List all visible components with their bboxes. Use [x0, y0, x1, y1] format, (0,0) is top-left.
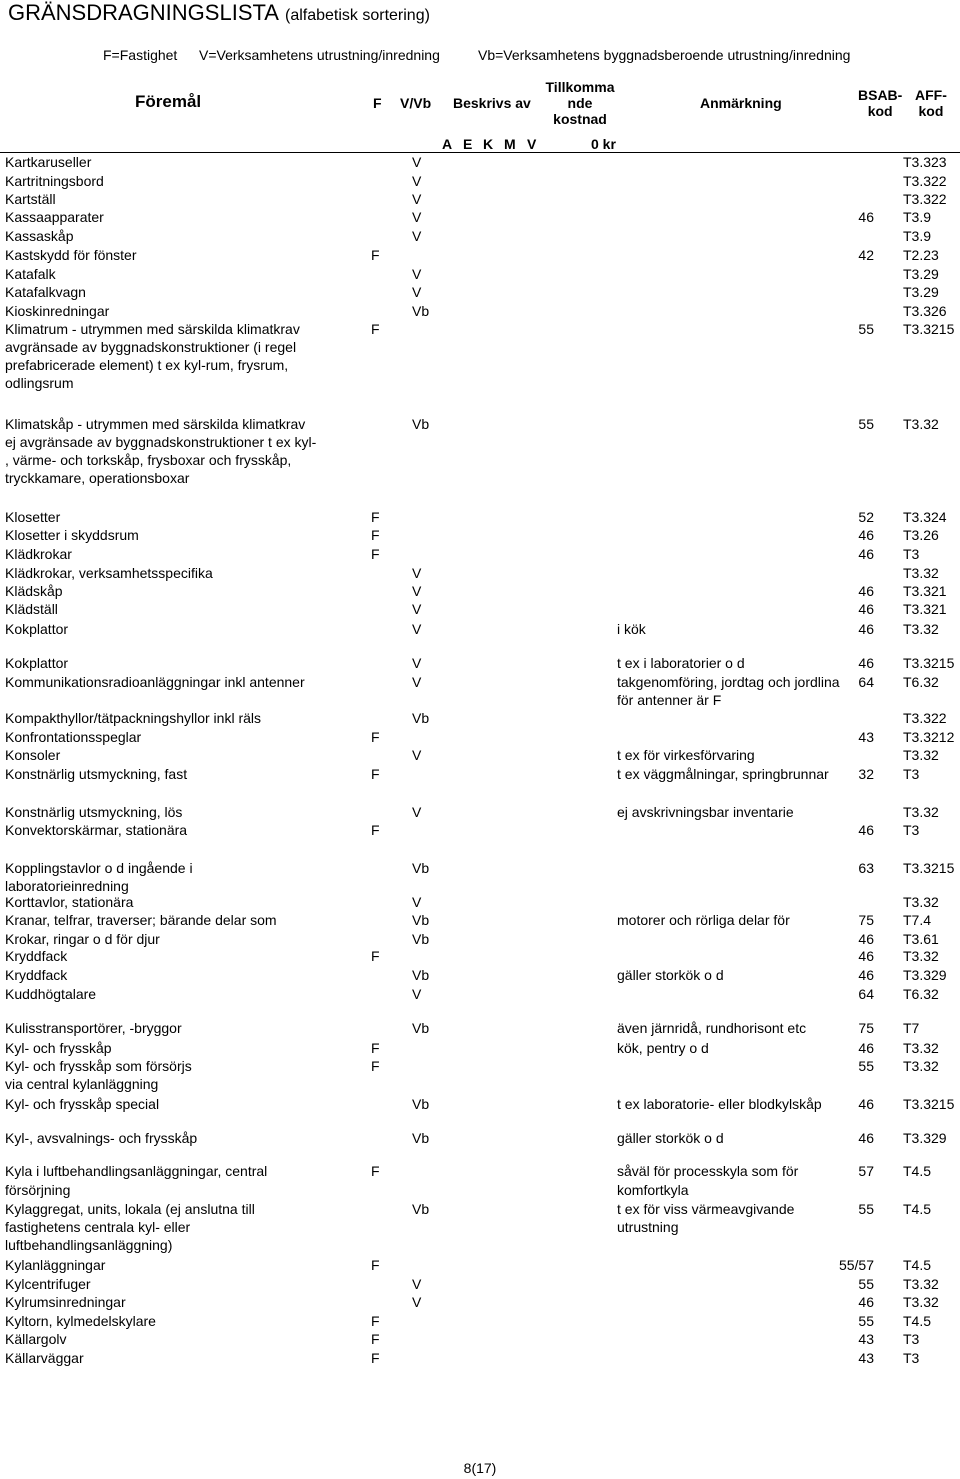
row-aff-code: T4.5: [903, 1163, 932, 1179]
row-aff-code: T7.4: [903, 912, 932, 928]
row-v-marker: V: [412, 228, 422, 244]
row-aff-code: T3.322: [903, 173, 947, 189]
row-v-marker: V: [412, 266, 422, 282]
header-bsab-line2: kod: [867, 103, 893, 119]
row-item-name: Kompakthyllor/tätpackningshyllor inkl räls: [5, 710, 261, 726]
row-item-name: Kyl- och frysskåp som försörjs: [5, 1058, 192, 1074]
header-sub-k: K: [483, 136, 494, 152]
row-note: utrustning: [617, 1219, 679, 1235]
row-aff-code: T3.32: [903, 1276, 939, 1292]
row-aff-code: T3: [903, 546, 920, 562]
header-f: F: [373, 95, 382, 111]
row-item-name: Konstnärlig utsmyckning, lös: [5, 804, 183, 820]
row-aff-code: T6.32: [903, 674, 939, 690]
header-vvb: V/Vb: [400, 95, 432, 111]
row-item-name: Kassaskåp: [5, 228, 74, 244]
row-item-name: Kokplattor: [5, 655, 69, 671]
row-aff-code: T3.32: [903, 1294, 939, 1310]
header-cost: 0 kr: [591, 136, 616, 152]
row-item-name: Kommunikationsradioanläggningar inkl antenner: [5, 674, 305, 690]
row-item-name: Kryddfack: [5, 948, 68, 964]
row-note: för antenner är F: [617, 692, 722, 708]
row-item-name: Klosetter: [5, 509, 61, 525]
row-note: t ex för virkesförvaring: [617, 747, 755, 763]
row-bsab-code: 55: [858, 1313, 874, 1329]
row-aff-code: T3.321: [903, 601, 947, 617]
row-v-marker: V: [412, 655, 422, 671]
row-v-marker: V: [412, 621, 422, 637]
row-bsab-code: 46: [858, 1130, 874, 1146]
row-item-name: Kioskinredningar: [5, 303, 110, 319]
row-item-name: , värme- och torkskåp, frysboxar och frysskåp,: [5, 452, 292, 468]
row-f-marker: F: [371, 1058, 380, 1074]
page-number: 8(17): [463, 1460, 497, 1476]
row-item-name: Kylaggregat, units, lokala (ej anslutna till: [5, 1201, 255, 1217]
row-note: komfortkyla: [617, 1182, 689, 1198]
row-item-name: Kartritningsbord: [5, 173, 104, 189]
row-note: även järnridå, rundhorisont etc: [617, 1020, 807, 1036]
header-sub-m: M: [504, 136, 516, 152]
row-v-marker: Vb: [412, 1096, 430, 1112]
row-aff-code: T4.5: [903, 1257, 932, 1273]
header-extra-line3: kostnad: [553, 111, 607, 127]
row-f-marker: F: [371, 1331, 380, 1347]
row-aff-code: T6.32: [903, 986, 939, 1002]
row-bsab-code: 55: [858, 1201, 874, 1217]
row-aff-code: T3.32: [903, 416, 939, 432]
row-v-marker: Vb: [412, 931, 430, 947]
row-aff-code: T3.32: [903, 565, 939, 581]
row-bsab-code: 46: [858, 1096, 874, 1112]
row-aff-code: T4.5: [903, 1313, 932, 1329]
header-extra-line1: Tillkomma: [545, 79, 615, 95]
title-text: GRÄNSDRAGNINGSLISTA: [8, 0, 279, 25]
row-v-marker: Vb: [412, 1020, 430, 1036]
row-item-name: via central kylanläggning: [5, 1076, 159, 1092]
row-aff-code: T3.329: [903, 967, 947, 983]
row-item-name: försörjning: [5, 1182, 71, 1198]
row-v-marker: Vb: [412, 912, 430, 928]
row-v-marker: V: [412, 209, 422, 225]
row-item-name: Kylcentrifuger: [5, 1276, 91, 1292]
row-f-marker: F: [371, 729, 380, 745]
row-v-marker: V: [412, 674, 422, 690]
row-item-name: Katafalkvagn: [5, 284, 86, 300]
row-aff-code: T3.61: [903, 931, 939, 947]
row-v-marker: Vb: [412, 1201, 430, 1217]
row-v-marker: Vb: [412, 303, 430, 319]
header-sub-e: E: [463, 136, 473, 152]
row-bsab-code: 63: [858, 860, 874, 876]
row-bsab-code: 46: [858, 583, 874, 599]
row-item-name: Kartkaruseller: [5, 154, 92, 170]
row-aff-code: T3.324: [903, 509, 947, 525]
row-f-marker: F: [371, 546, 380, 562]
row-bsab-code: 42: [858, 247, 874, 263]
row-aff-code: T2.23: [903, 247, 939, 263]
row-f-marker: F: [371, 1313, 380, 1329]
row-f-marker: F: [371, 1350, 380, 1366]
row-item-name: Klädställ: [5, 601, 58, 617]
row-aff-code: T3.26: [903, 527, 939, 543]
row-aff-code: T3.3215: [903, 1096, 955, 1112]
row-f-marker: F: [371, 822, 380, 838]
row-bsab-code: 46: [858, 948, 874, 964]
row-aff-code: T3.32: [903, 1040, 939, 1056]
row-aff-code: T3.3212: [903, 729, 955, 745]
row-aff-code: T3: [903, 1331, 920, 1347]
row-aff-code: T3.321: [903, 583, 947, 599]
row-f-marker: F: [371, 321, 380, 337]
row-note: motorer och rörliga delar för: [617, 912, 790, 928]
row-item-name: Kylanläggningar: [5, 1257, 106, 1273]
row-note: ej avskrivningsbar inventarie: [617, 804, 794, 820]
row-bsab-code: 57: [858, 1163, 874, 1179]
row-aff-code: T3.29: [903, 266, 939, 282]
header-bsab-line1: BSAB-: [858, 87, 903, 103]
row-item-name: Konsoler: [5, 747, 61, 763]
row-bsab-code: 46: [858, 1294, 874, 1310]
row-item-name: Konstnärlig utsmyckning, fast: [5, 766, 188, 782]
header-extra-line2: nde: [567, 95, 593, 111]
row-item-name: Källargolv: [5, 1331, 67, 1347]
row-bsab-code: 43: [858, 1331, 874, 1347]
row-item-name: avgränsade av byggnadskonstruktioner (i regel: [5, 339, 297, 355]
row-note: takgenomföring, jordtag och jordlina: [617, 674, 840, 690]
row-bsab-code: 64: [858, 674, 874, 690]
row-f-marker: F: [371, 1163, 380, 1179]
row-item-name: Klosetter i skyddsrum: [5, 527, 139, 543]
row-v-marker: V: [412, 804, 422, 820]
row-bsab-code: 75: [858, 1020, 874, 1036]
row-item-name: odlingsrum: [5, 375, 74, 391]
row-aff-code: T3.32: [903, 621, 939, 637]
row-item-name: Kokplattor: [5, 621, 69, 637]
row-aff-code: T3.322: [903, 710, 947, 726]
row-item-name: ej avgränsade av byggnadskonstruktioner t ex kyl-: [5, 434, 317, 450]
row-item-name: Kassaapparater: [5, 209, 104, 225]
row-aff-code: T3.3215: [903, 655, 955, 671]
row-item-name: Kylrumsinredningar: [5, 1294, 126, 1310]
row-aff-code: T3.32: [903, 1058, 939, 1074]
row-note: t ex laboratorie- eller blodkylskåp: [617, 1096, 822, 1112]
row-bsab-code: 52: [858, 509, 874, 525]
row-bsab-code: 46: [858, 527, 874, 543]
row-aff-code: T3.9: [903, 228, 932, 244]
row-f-marker: F: [371, 509, 380, 525]
row-v-marker: V: [412, 747, 422, 763]
row-aff-code: T3.32: [903, 894, 939, 910]
row-f-marker: F: [371, 527, 380, 543]
row-v-marker: V: [412, 601, 422, 617]
row-v-marker: V: [412, 565, 422, 581]
row-aff-code: T4.5: [903, 1201, 932, 1217]
row-item-name: Kopplingstavlor o d ingående i: [5, 860, 193, 876]
legend-fastighet: F=Fastighet: [103, 47, 178, 63]
header-aff-line2: kod: [918, 103, 944, 119]
legend-verksamhet: V=Verksamhetens utrustning/inredning: [199, 47, 440, 63]
row-item-name: Kyl- och frysskåp special: [5, 1096, 160, 1112]
row-item-name: Kyltorn, kylmedelskylare: [5, 1313, 156, 1329]
row-aff-code: T3: [903, 822, 920, 838]
row-bsab-code: 46: [858, 967, 874, 983]
row-bsab-code: 55: [858, 416, 874, 432]
row-item-name: Klädkrokar: [5, 546, 72, 562]
row-bsab-code: 46: [858, 1040, 874, 1056]
row-item-name: Kryddfack: [5, 967, 68, 983]
row-f-marker: F: [371, 247, 380, 263]
row-aff-code: T3.329: [903, 1130, 947, 1146]
row-v-marker: Vb: [412, 967, 430, 983]
row-item-name: Kranar, telfrar, traverser; bärande delar som: [5, 912, 277, 928]
row-v-marker: Vb: [412, 416, 430, 432]
row-item-name: Klimatskåp - utrymmen med särskilda klimatkrav: [5, 416, 306, 432]
row-bsab-code: 55: [858, 1276, 874, 1292]
row-note: såväl för processkyla som för: [617, 1163, 799, 1179]
row-f-marker: F: [371, 948, 380, 964]
row-note: i kök: [617, 621, 646, 637]
row-f-marker: F: [371, 1257, 380, 1273]
row-v-marker: V: [412, 894, 422, 910]
row-item-name: prefabricerade element) t ex kyl-rum, frysrum,: [5, 357, 289, 373]
title-subtitle: (alfabetisk sortering): [284, 7, 430, 24]
row-aff-code: T3.3215: [903, 321, 955, 337]
row-v-marker: V: [412, 1294, 422, 1310]
row-note: gäller storkök o d: [617, 967, 724, 983]
row-v-marker: V: [412, 154, 422, 170]
row-item-name: laboratorieinredning: [5, 878, 129, 894]
row-aff-code: T3.3215: [903, 860, 955, 876]
row-bsab-code: 46: [858, 822, 874, 838]
row-item-name: Kastskydd för fönster: [5, 247, 137, 263]
header-note: Anmärkning: [700, 95, 782, 111]
row-aff-code: T7: [903, 1020, 920, 1036]
row-bsab-code: 55: [858, 1058, 874, 1074]
row-item-name: tryckkamare, operationsboxar: [5, 470, 190, 486]
row-aff-code: T3.326: [903, 303, 947, 319]
row-bsab-code: 46: [858, 931, 874, 947]
row-bsab-code: 43: [858, 1350, 874, 1366]
row-item-name: Katafalk: [5, 266, 56, 282]
row-aff-code: T3.29: [903, 284, 939, 300]
row-v-marker: V: [412, 173, 422, 189]
row-bsab-code: 64: [858, 986, 874, 1002]
row-aff-code: T3.323: [903, 154, 947, 170]
row-note: t ex i laboratorier o d: [617, 655, 745, 671]
row-item-name: Kyl- och frysskåp: [5, 1040, 112, 1056]
header-sub-v: V: [527, 136, 537, 152]
row-item-name: Klädkrokar, verksamhetsspecifika: [5, 565, 213, 581]
row-f-marker: F: [371, 766, 380, 782]
row-bsab-code: 75: [858, 912, 874, 928]
row-note: kök, pentry o d: [617, 1040, 709, 1056]
row-aff-code: T3.32: [903, 804, 939, 820]
row-note: gäller storkök o d: [617, 1130, 724, 1146]
row-item-name: fastighetens centrala kyl- eller: [5, 1219, 191, 1235]
row-aff-code: T3: [903, 766, 920, 782]
row-bsab-code: 32: [858, 766, 874, 782]
row-v-marker: V: [412, 1276, 422, 1292]
row-item-name: Kartställ: [5, 191, 56, 207]
row-bsab-code: 55/57: [838, 1257, 874, 1273]
row-item-name: Kuddhögtalare: [5, 986, 97, 1002]
row-item-name: Klädskåp: [5, 583, 63, 599]
row-item-name: Korttavlor, stationära: [5, 894, 134, 910]
row-aff-code: T3.322: [903, 191, 947, 207]
row-item-name: Konfrontationsspeglar: [5, 729, 142, 745]
row-bsab-code: 46: [858, 655, 874, 671]
row-note: t ex väggmålningar, springbrunnar: [617, 766, 829, 782]
row-v-marker: Vb: [412, 710, 430, 726]
row-bsab-code: 46: [858, 209, 874, 225]
row-aff-code: T3: [903, 1350, 920, 1366]
row-item-name: Klimatrum - utrymmen med särskilda klimatkrav: [5, 321, 300, 337]
legend-byggnadsberoende: Vb=Verksamhetens byggnadsberoende utrustning/inredning: [478, 47, 851, 63]
header-item: Föremål: [135, 92, 202, 111]
row-aff-code: T3.9: [903, 209, 932, 225]
row-v-marker: Vb: [412, 1130, 430, 1146]
row-aff-code: T3.32: [903, 948, 939, 964]
row-bsab-code: 43: [858, 729, 874, 745]
row-item-name: Krokar, ringar o d för djur: [5, 931, 160, 947]
row-item-name: luftbehandlingsanläggning): [5, 1237, 173, 1253]
header-describe: Beskrivs av: [453, 95, 531, 111]
row-bsab-code: 46: [858, 601, 874, 617]
row-item-name: Kyla i luftbehandlingsanläggningar, central: [5, 1163, 268, 1179]
row-item-name: Källarväggar: [5, 1350, 84, 1366]
row-aff-code: T3.32: [903, 747, 939, 763]
row-bsab-code: 46: [858, 546, 874, 562]
row-f-marker: F: [371, 1040, 380, 1056]
row-bsab-code: 55: [858, 321, 874, 337]
row-v-marker: Vb: [412, 860, 430, 876]
row-item-name: Kyl-, avsvalnings- och frysskåp: [5, 1130, 198, 1146]
header-aff-line1: AFF-: [915, 87, 947, 103]
row-item-name: Kulisstransportörer, -bryggor: [5, 1020, 182, 1036]
row-item-name: Konvektorskärmar, stationära: [5, 822, 188, 838]
header-sub-a: A: [442, 136, 453, 152]
row-v-marker: V: [412, 191, 422, 207]
row-v-marker: V: [412, 986, 422, 1002]
row-v-marker: V: [412, 284, 422, 300]
row-v-marker: V: [412, 583, 422, 599]
row-bsab-code: 46: [858, 621, 874, 637]
row-note: t ex för viss värmeavgivande: [617, 1201, 795, 1217]
